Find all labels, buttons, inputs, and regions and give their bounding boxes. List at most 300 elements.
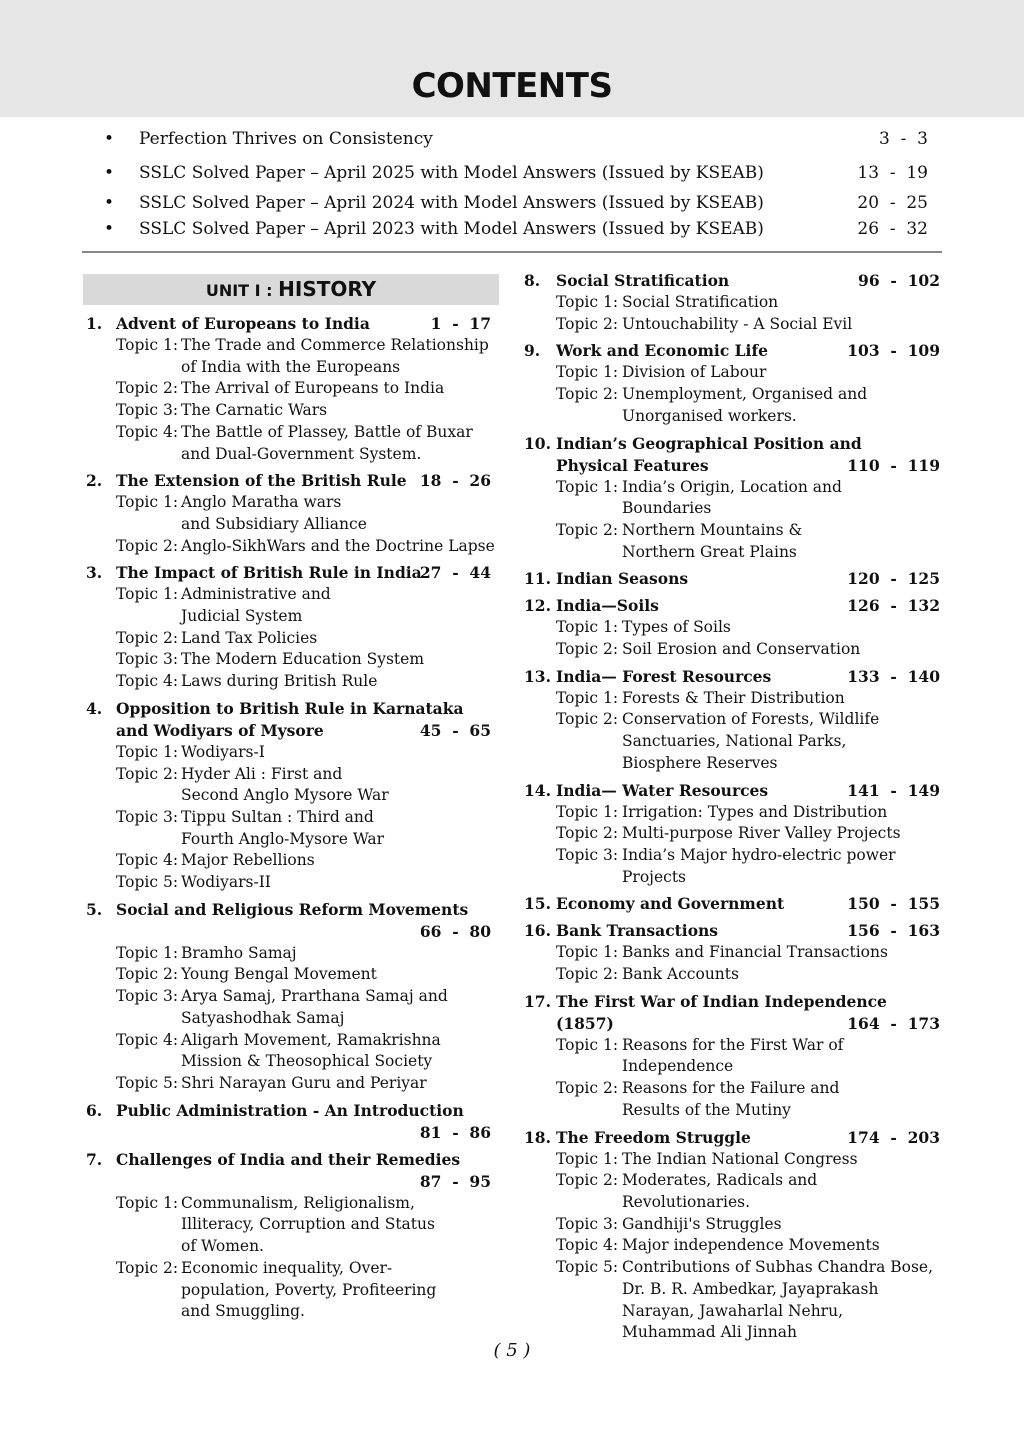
chapter-pages: 103 - 109 xyxy=(847,341,940,361)
chapter-entry xyxy=(520,340,942,427)
topic-text-line: Muhammad Ali Jinnah xyxy=(622,1323,797,1342)
chapter-entry xyxy=(520,666,942,775)
topic-text xyxy=(622,709,942,774)
front-item-pages: 13 - 19 xyxy=(857,163,928,183)
topic-text-line: Types of Soils xyxy=(622,618,731,637)
chapter-number: 17. xyxy=(524,991,551,1011)
bullet-icon: • xyxy=(104,193,115,213)
topic-text-line: Unemployment, Organised and xyxy=(622,385,868,404)
topic-text xyxy=(181,764,499,807)
topic-text xyxy=(181,872,499,894)
topic-entry xyxy=(520,1214,942,1236)
topic-text-line: Anglo Maratha wars xyxy=(181,493,342,512)
topic-label: Topic 1: xyxy=(556,943,619,962)
chapter-pages: 1 - 17 xyxy=(430,314,491,333)
topic-label: Topic 1: xyxy=(556,293,619,311)
topic-text-line: Moderates, Radicals and xyxy=(622,1171,818,1190)
chapter-number: 9. xyxy=(524,341,541,361)
chapter-title: Work and Economic Life xyxy=(556,341,768,361)
topic-text xyxy=(622,1170,942,1213)
chapter-pages: 45 - 65 xyxy=(419,720,491,740)
chapter-entry xyxy=(520,595,942,660)
chapter-number: 6. xyxy=(86,1100,103,1120)
topic-entry xyxy=(83,584,499,627)
topic-text xyxy=(622,1235,942,1257)
topic-text xyxy=(622,688,942,710)
topic-text-line: Illiteracy, Corruption and Status xyxy=(181,1215,435,1234)
chapter-title-line xyxy=(520,340,942,362)
topic-entry xyxy=(83,671,499,693)
topic-text xyxy=(181,1030,499,1073)
topic-label: Topic 2: xyxy=(556,1171,619,1190)
chapter-number: 16. xyxy=(524,921,551,941)
topic-text xyxy=(622,823,942,845)
topic-text-line: and Subsidiary Alliance xyxy=(181,514,367,533)
topic-text xyxy=(622,964,942,986)
topic-label: Topic 1: xyxy=(116,943,179,962)
topic-entry xyxy=(83,1030,499,1073)
topic-label: Topic 3: xyxy=(116,401,179,420)
right-column xyxy=(520,270,942,1349)
topic-text-line: Major independence Movements xyxy=(622,1236,880,1255)
page-number: ( 5 ) xyxy=(493,1340,531,1361)
topic-text xyxy=(181,649,499,671)
chapter-pages: 164 - 173 xyxy=(847,1013,940,1033)
chapter-pages: 18 - 26 xyxy=(419,471,491,491)
topic-text-line: Tippu Sultan : Third and xyxy=(181,807,374,826)
topic-text-line: Anglo-SikhWars and the Doctrine Lapse xyxy=(181,536,495,555)
topic-entry xyxy=(520,942,942,964)
chapter-title-line xyxy=(520,595,942,617)
topic-text xyxy=(181,742,499,764)
chapter-pages: 120 - 125 xyxy=(847,569,940,589)
chapter-entry xyxy=(83,313,499,465)
chapter-title-line xyxy=(83,313,499,335)
topic-entry xyxy=(83,400,499,422)
chapter-entry xyxy=(520,568,942,590)
topic-text-line: population, Poverty, Profiteering xyxy=(181,1280,437,1299)
topic-text-line: Hyder Ali : First and xyxy=(181,764,343,783)
topic-entry xyxy=(520,314,942,336)
topic-text xyxy=(622,639,942,661)
topic-text-line: Second Anglo Mysore War xyxy=(181,786,389,805)
chapter-title: Indian Seasons xyxy=(556,569,689,589)
topic-label: Topic 2: xyxy=(556,824,619,843)
topic-text-line: Biosphere Reserves xyxy=(622,753,778,772)
topic-text xyxy=(622,617,942,639)
topic-text-line: Administrative and xyxy=(181,585,331,604)
chapter-entry xyxy=(520,893,942,915)
topic-entry xyxy=(520,709,942,774)
topic-text xyxy=(181,850,499,872)
chapter-number: 3. xyxy=(86,563,103,583)
topic-entry xyxy=(83,850,499,872)
topic-text xyxy=(181,584,499,627)
topic-text-line: Land Tax Policies xyxy=(181,628,318,647)
topic-entry xyxy=(520,1078,942,1121)
unit-prefix: UNIT I : xyxy=(205,281,279,300)
chapter-title: and Wodiyars of Mysore xyxy=(116,720,324,740)
topic-text xyxy=(622,802,942,824)
topic-text-line: Communalism, Religionalism, xyxy=(181,1193,415,1212)
topic-label: Topic 2: xyxy=(556,965,619,984)
topic-label: Topic 4: xyxy=(116,672,179,691)
topic-text-line: Arya Samaj, Prarthana Samaj and xyxy=(181,987,448,1006)
chapter-title: Bank Transactions xyxy=(556,921,719,941)
topic-entry xyxy=(520,1257,942,1344)
topic-label: Topic 2: xyxy=(556,1079,619,1098)
topic-label: Topic 1: xyxy=(116,1193,179,1212)
chapter-number: 5. xyxy=(86,899,103,919)
topic-text xyxy=(622,520,942,563)
topic-entry xyxy=(520,477,942,520)
chapter-number: 15. xyxy=(524,894,551,914)
chapter-title-line xyxy=(83,562,499,584)
topic-label: Topic 3: xyxy=(116,987,179,1006)
topic-text xyxy=(181,1073,499,1095)
topic-text xyxy=(181,536,499,558)
topic-entry xyxy=(83,536,499,558)
topic-entry xyxy=(83,1258,499,1323)
chapter-entry xyxy=(520,270,942,335)
left-column xyxy=(83,274,499,1328)
front-item-pages: 20 - 25 xyxy=(857,193,928,213)
topic-text-line: Dr. B. R. Ambedkar, Jayaprakash xyxy=(622,1279,879,1298)
topic-text-line: Aligarh Movement, Ramakrishna xyxy=(181,1030,441,1049)
topic-label: Topic 2: xyxy=(116,965,179,984)
topic-text xyxy=(181,628,499,650)
topic-entry xyxy=(520,688,942,710)
chapter-number: 12. xyxy=(524,596,551,616)
front-item xyxy=(104,160,930,186)
chapter-title-line xyxy=(83,1122,499,1144)
topic-label: Topic 4: xyxy=(116,1030,179,1049)
bullet-icon: • xyxy=(104,163,115,183)
topic-label: Topic 1: xyxy=(116,493,179,512)
topic-label: Topic 2: xyxy=(116,628,179,647)
chapter-number: 8. xyxy=(524,271,541,290)
chapter-title: Indian’s Geographical Position and xyxy=(556,433,862,453)
topic-entry xyxy=(520,1235,942,1257)
topic-label: Topic 2: xyxy=(116,1258,179,1277)
chapter-title: The Extension of the British Rule xyxy=(116,471,407,491)
front-item-pages: 3 - 3 xyxy=(879,129,928,149)
chapter-number: 18. xyxy=(524,1127,551,1147)
topic-entry xyxy=(83,807,499,850)
topic-text-line: Division of Labour xyxy=(622,363,767,382)
topic-label: Topic 2: xyxy=(556,710,619,729)
topic-text-line: Narayan, Jawaharlal Nehru, xyxy=(622,1301,844,1320)
front-item xyxy=(104,190,930,216)
topic-text xyxy=(622,1078,942,1121)
chapter-pages: 87 - 95 xyxy=(419,1171,491,1191)
topic-text-line: of Women. xyxy=(181,1237,264,1256)
topic-text-line: India’s Origin, Location and xyxy=(622,477,842,496)
chapter-title-line xyxy=(83,698,499,720)
chapter-title-line xyxy=(520,455,942,477)
chapter-title: India— Forest Resources xyxy=(556,666,772,686)
chapter-number: 10. xyxy=(524,433,551,453)
bullet-icon: • xyxy=(104,129,115,149)
topic-entry xyxy=(83,943,499,965)
topic-text xyxy=(622,1035,942,1078)
topic-label: Topic 5: xyxy=(116,1073,179,1092)
chapter-pages: 27 - 44 xyxy=(419,563,491,583)
topic-text-line: Economic inequality, Over- xyxy=(181,1258,393,1277)
topic-text-line: Shri Narayan Guru and Periyar xyxy=(181,1073,427,1092)
chapter-title-line xyxy=(83,1100,499,1122)
topic-text xyxy=(181,943,499,965)
topic-label: Topic 3: xyxy=(556,1214,619,1233)
topic-entry xyxy=(520,362,942,384)
topic-label: Topic 3: xyxy=(116,807,179,826)
chapter-pages: 156 - 163 xyxy=(847,921,940,941)
topic-text-line: Northern Mountains & xyxy=(622,520,803,539)
topic-text-line: Major Rebellions xyxy=(181,851,315,870)
chapter-entry xyxy=(520,1127,942,1344)
topic-text-line: Wodiyars-I xyxy=(181,742,265,761)
chapter-title-line xyxy=(83,1171,499,1193)
chapter-title-line xyxy=(83,470,499,492)
topic-entry xyxy=(520,292,942,314)
topic-entry xyxy=(83,628,499,650)
topic-label: Topic 1: xyxy=(556,688,619,707)
chapter-pages: 126 - 132 xyxy=(847,596,940,616)
topic-text-line: Fourth Anglo-Mysore War xyxy=(181,829,385,848)
topic-text-line: Bramho Samaj xyxy=(181,943,297,962)
chapter-title: Social and Religious Reform Movements xyxy=(116,899,469,919)
topic-label: Topic 4: xyxy=(116,851,179,870)
topic-text xyxy=(622,1214,942,1236)
chapter-number: 13. xyxy=(524,666,551,686)
topic-label: Topic 3: xyxy=(116,650,179,669)
topic-text-line: Gandhiji's Struggles xyxy=(622,1214,782,1233)
chapter-title: Opposition to British Rule in Karnataka xyxy=(116,698,464,718)
bullet-icon: • xyxy=(104,219,115,239)
topic-label: Topic 1: xyxy=(556,477,619,496)
topic-text xyxy=(622,1149,942,1171)
topic-text-line: Conservation of Forests, Wildlife xyxy=(622,710,880,729)
topic-text xyxy=(181,422,499,465)
topic-text-line: The Battle of Plassey, Battle of Buxar xyxy=(181,422,473,441)
chapter-entry xyxy=(83,1100,499,1144)
topic-text-line: Contributions of Subhas Chandra Bose, xyxy=(622,1258,934,1277)
topic-label: Topic 4: xyxy=(116,422,179,441)
topic-label: Topic 1: xyxy=(556,363,619,382)
chapter-pages: 150 - 155 xyxy=(847,894,940,914)
front-item-title: SSLC Solved Paper – April 2023 with Model Answers (Issued by KSEAB) xyxy=(139,219,764,239)
chapter-pages: 96 - 102 xyxy=(858,271,940,290)
topic-text-line: of India with the Europeans xyxy=(181,357,401,376)
topic-entry xyxy=(520,1035,942,1078)
chapter-title: Physical Features xyxy=(556,455,709,475)
chapter-title-line xyxy=(520,920,942,942)
chapter-title: Social Stratification xyxy=(556,271,730,290)
topic-text xyxy=(181,807,499,850)
topic-text-line: Young Bengal Movement xyxy=(181,965,377,984)
chapter-entry xyxy=(83,899,499,1095)
topic-label: Topic 2: xyxy=(556,385,619,404)
topic-label: Topic 2: xyxy=(116,379,179,398)
chapter-title-line xyxy=(83,921,499,943)
topic-entry xyxy=(83,1193,499,1258)
topic-text xyxy=(181,378,499,400)
topic-entry xyxy=(83,764,499,807)
topic-text xyxy=(622,942,942,964)
chapter-title-line xyxy=(520,893,942,915)
chapter-entry xyxy=(520,920,942,985)
front-item xyxy=(104,126,930,152)
chapter-title-line xyxy=(520,780,942,802)
topic-text xyxy=(181,1193,499,1258)
topic-entry xyxy=(520,823,942,845)
topic-label: Topic 2: xyxy=(556,520,619,539)
front-item-title: SSLC Solved Paper – April 2025 with Model Answers (Issued by KSEAB) xyxy=(139,163,764,183)
chapter-pages: 133 - 140 xyxy=(847,666,940,686)
page-title: CONTENTS xyxy=(411,66,613,106)
topic-text-line: The Carnatic Wars xyxy=(181,401,328,420)
topic-text xyxy=(181,492,499,535)
topic-text-line: The Modern Education System xyxy=(181,650,425,669)
topic-entry xyxy=(520,1170,942,1213)
front-item-title: Perfection Thrives on Consistency xyxy=(139,129,433,149)
chapter-title-line xyxy=(83,1149,499,1171)
unit-name: HISTORY xyxy=(278,277,377,301)
topic-entry xyxy=(83,742,499,764)
topic-text xyxy=(181,671,499,693)
chapter-title-line xyxy=(520,666,942,688)
topic-text xyxy=(622,1257,942,1344)
topic-text-line: Northern Great Plains xyxy=(622,542,797,561)
topic-text-line: Irrigation: Types and Distribution xyxy=(622,802,888,821)
chapter-title-line xyxy=(83,899,499,921)
topic-entry xyxy=(520,964,942,986)
topic-text-line: Boundaries xyxy=(622,499,712,518)
topic-text-line: Forests & Their Distribution xyxy=(622,688,845,707)
topic-text-line: Social Stratification xyxy=(622,293,779,311)
topic-text xyxy=(622,314,942,336)
topic-text-line: Bank Accounts xyxy=(622,965,739,984)
topic-text-line: Revolutionaries. xyxy=(622,1192,751,1211)
chapter-title: India—Soils xyxy=(556,596,659,616)
topic-label: Topic 5: xyxy=(556,1258,619,1277)
chapter-pages: 110 - 119 xyxy=(847,455,940,475)
topic-entry xyxy=(83,872,499,894)
chapter-entry xyxy=(83,698,499,894)
front-matter-list xyxy=(104,126,930,242)
left-chapter-list xyxy=(83,313,499,1323)
topic-entry xyxy=(83,378,499,400)
topic-entry xyxy=(83,649,499,671)
topic-text xyxy=(622,292,942,314)
chapter-title: The Freedom Struggle xyxy=(556,1127,751,1147)
topic-text xyxy=(181,335,499,378)
chapter-number: 11. xyxy=(524,569,551,589)
section-divider xyxy=(82,251,942,253)
front-item-pages: 26 - 32 xyxy=(857,219,928,239)
chapter-title: (1857) xyxy=(556,1013,614,1033)
topic-entry xyxy=(83,335,499,378)
topic-text-line: Reasons for the Failure and xyxy=(622,1079,840,1098)
topic-text xyxy=(622,477,942,520)
topic-label: Topic 2: xyxy=(116,536,179,555)
topic-label: Topic 5: xyxy=(116,873,179,892)
topic-label: Topic 1: xyxy=(556,1035,619,1054)
topic-entry xyxy=(83,1073,499,1095)
chapter-title-line xyxy=(520,991,942,1013)
chapter-pages: 174 - 203 xyxy=(847,1127,940,1147)
chapter-number: 7. xyxy=(86,1149,103,1169)
chapter-title: Economy and Government xyxy=(556,894,785,914)
topic-entry xyxy=(520,384,942,427)
topic-text-line: Banks and Financial Transactions xyxy=(622,943,888,962)
topic-text-line: and Smuggling. xyxy=(181,1302,305,1321)
chapter-title-line xyxy=(520,568,942,590)
topic-entry xyxy=(83,422,499,465)
topic-entry xyxy=(83,986,499,1029)
topic-text-line: Sanctuaries, National Parks, xyxy=(622,732,847,751)
topic-label: Topic 1: xyxy=(556,1149,619,1168)
chapter-entry xyxy=(520,433,942,564)
topic-text xyxy=(181,986,499,1029)
topic-text-line: Judicial System xyxy=(181,607,303,626)
topic-label: Topic 2: xyxy=(556,640,619,659)
chapter-title: The First War of Indian Independence xyxy=(556,991,887,1011)
topic-label: Topic 1: xyxy=(556,618,619,637)
unit-heading xyxy=(83,274,499,305)
topic-text-line: and Dual-Government System. xyxy=(181,444,422,463)
chapter-entry xyxy=(520,780,942,889)
topic-text-line: Soil Erosion and Conservation xyxy=(622,640,861,659)
topic-label: Topic 1: xyxy=(116,742,179,761)
front-item-title: SSLC Solved Paper – April 2024 with Model Answers (Issued by KSEAB) xyxy=(139,193,764,213)
chapter-number: 4. xyxy=(86,698,103,718)
chapter-entry xyxy=(83,470,499,557)
topic-label: Topic 4: xyxy=(556,1236,619,1255)
topic-text xyxy=(622,384,942,427)
chapter-title-line xyxy=(520,433,942,455)
topic-label: Topic 2: xyxy=(116,764,179,783)
topic-entry xyxy=(520,639,942,661)
chapter-title-line xyxy=(520,1013,942,1035)
chapter-title: Challenges of India and their Remedies xyxy=(116,1149,461,1169)
chapter-entry xyxy=(520,991,942,1122)
topic-label: Topic 1: xyxy=(116,585,179,604)
topic-label: Topic 3: xyxy=(556,845,619,864)
topic-text xyxy=(181,400,499,422)
topic-text xyxy=(181,1258,499,1323)
chapter-entry xyxy=(83,1149,499,1323)
chapter-entry xyxy=(83,562,499,693)
chapter-title-line xyxy=(520,1127,942,1149)
front-item xyxy=(104,216,930,242)
topic-text-line: Results of the Mutiny xyxy=(622,1100,791,1119)
topic-label: Topic 1: xyxy=(556,802,619,821)
chapter-number: 2. xyxy=(86,471,103,491)
chapter-title-line xyxy=(520,270,942,292)
right-chapter-list xyxy=(520,270,942,1344)
topic-text xyxy=(622,845,942,888)
chapter-title: India— Water Resources xyxy=(556,780,769,800)
topic-text-line: Reasons for the First War of xyxy=(622,1035,844,1054)
topic-text-line: India’s Major hydro-electric power xyxy=(622,845,896,864)
topic-text-line: Satyashodhak Samaj xyxy=(181,1008,345,1027)
topic-label: Topic 1: xyxy=(116,336,179,354)
topic-text-line: Wodiyars-II xyxy=(181,873,271,892)
topic-text-line: Unorganised workers. xyxy=(622,406,797,425)
topic-text-line: The Trade and Commerce Relationship xyxy=(181,336,489,354)
topic-text-line: The Indian National Congress xyxy=(622,1149,858,1168)
